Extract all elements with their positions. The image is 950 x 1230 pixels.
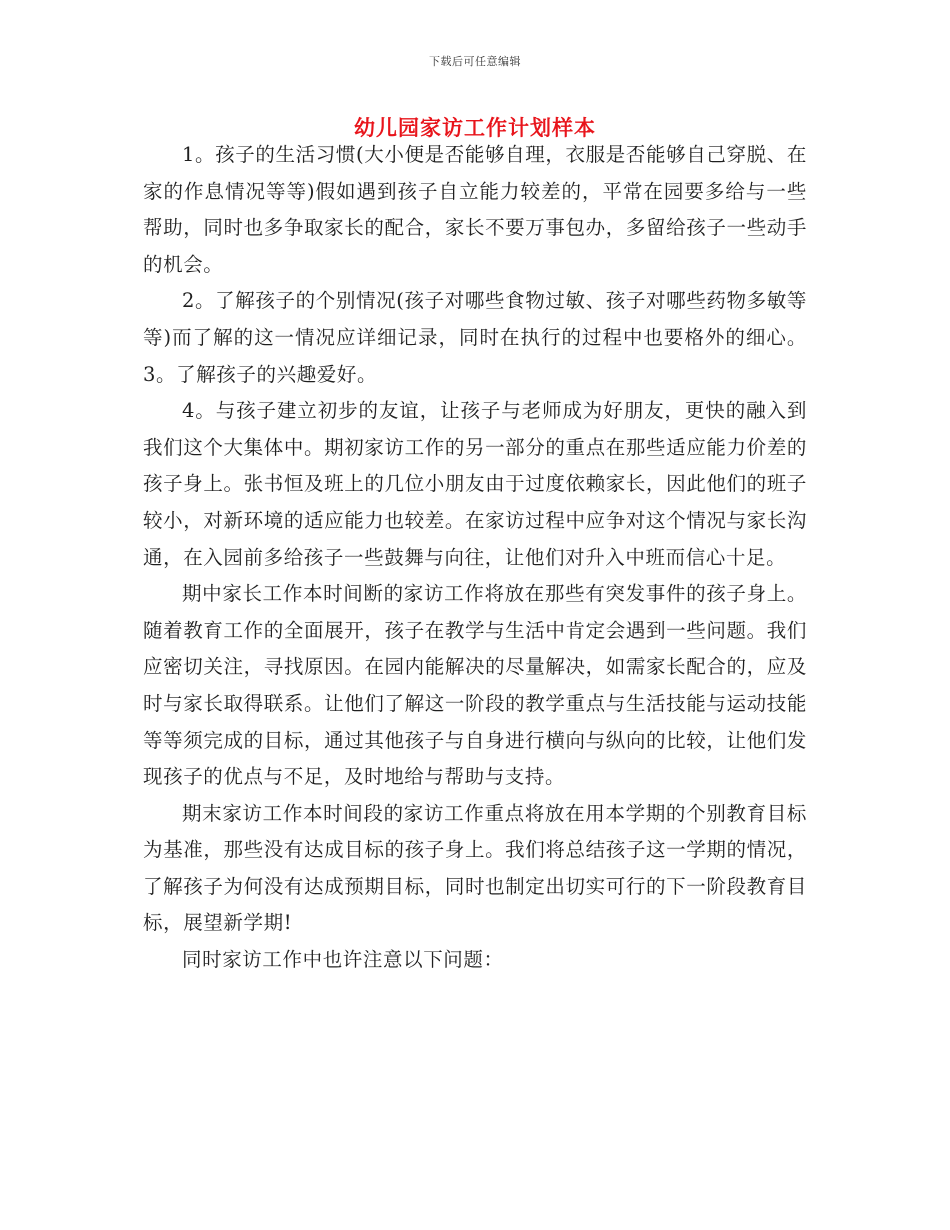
paragraph-notes: 同时家访工作中也许注意以下问题： xyxy=(182,948,504,972)
paragraph-midterm: 期中家长工作本时间断的家访工作将放在那些有突发事件的孩子身上。随着教育工作的全面展开，孩子在教学与生活中肯定会遇到一些问题。我们应密切关注，寻找原因。在园内能解决的尽量解决，如需家长配合的，应及时与家长取得联系。让他们了解这一阶段的教学重点与生活技能与运动技能等等须完成的目标，通过其他孩子与自身进行横向与纵向的比较，让他们发现孩子的优点与不足，及时地给与帮助与支持。 xyxy=(143,582,807,789)
paragraph-habits: 1。孩子的生活习惯(大小便是否能够自理，衣服是否能够自己穿脱、在家的作息情况等等)假如遇到孩子自立能力较差的，平常在园要多给与一些帮助，同时也多争取家长的配合，家长不要万事包办，多留给孩子一些动手的机会。 xyxy=(143,143,807,276)
paragraph-individual-situation: 2。了解孩子的个别情况(孩子对哪些食物过敏、孩子对哪些药物多敏等等)而了解的这一情况应详细记录，同时在执行的过程中也要格外的细心。3。了解孩子的兴趣爱好。 xyxy=(143,289,807,386)
document-body xyxy=(143,137,807,979)
paragraph-friendship: 4。与孩子建立初步的友谊，让孩子与老师成为好朋友，更快的融入到我们这个大集体中。期初家访工作的另一部分的重点在那些适应能力价差的孩子身上。张书恒及班上的几位小朋友由于过度依赖家长，因此他们的班子较小，对新环境的适应能力也较差。在家访过程中应争对这个情况与家长沟通，在入园前多给孩子一些鼓舞与向往，让他们对升入中班而信心十足。 xyxy=(143,399,807,569)
paragraph-final-term: 期末家访工作本时间段的家访工作重点将放在用本学期的个别教育目标为基准，那些没有达成目标的孩子身上。我们将总结孩子这一学期的情况，了解孩子为何没有达成预期目标，同时也制定出切实可行的下一阶段教育目标，展望新学期! xyxy=(143,801,807,935)
document-title: 幼儿园家访工作计划样本 xyxy=(354,115,596,140)
download-note: 下载后可任意编辑 xyxy=(429,55,521,68)
